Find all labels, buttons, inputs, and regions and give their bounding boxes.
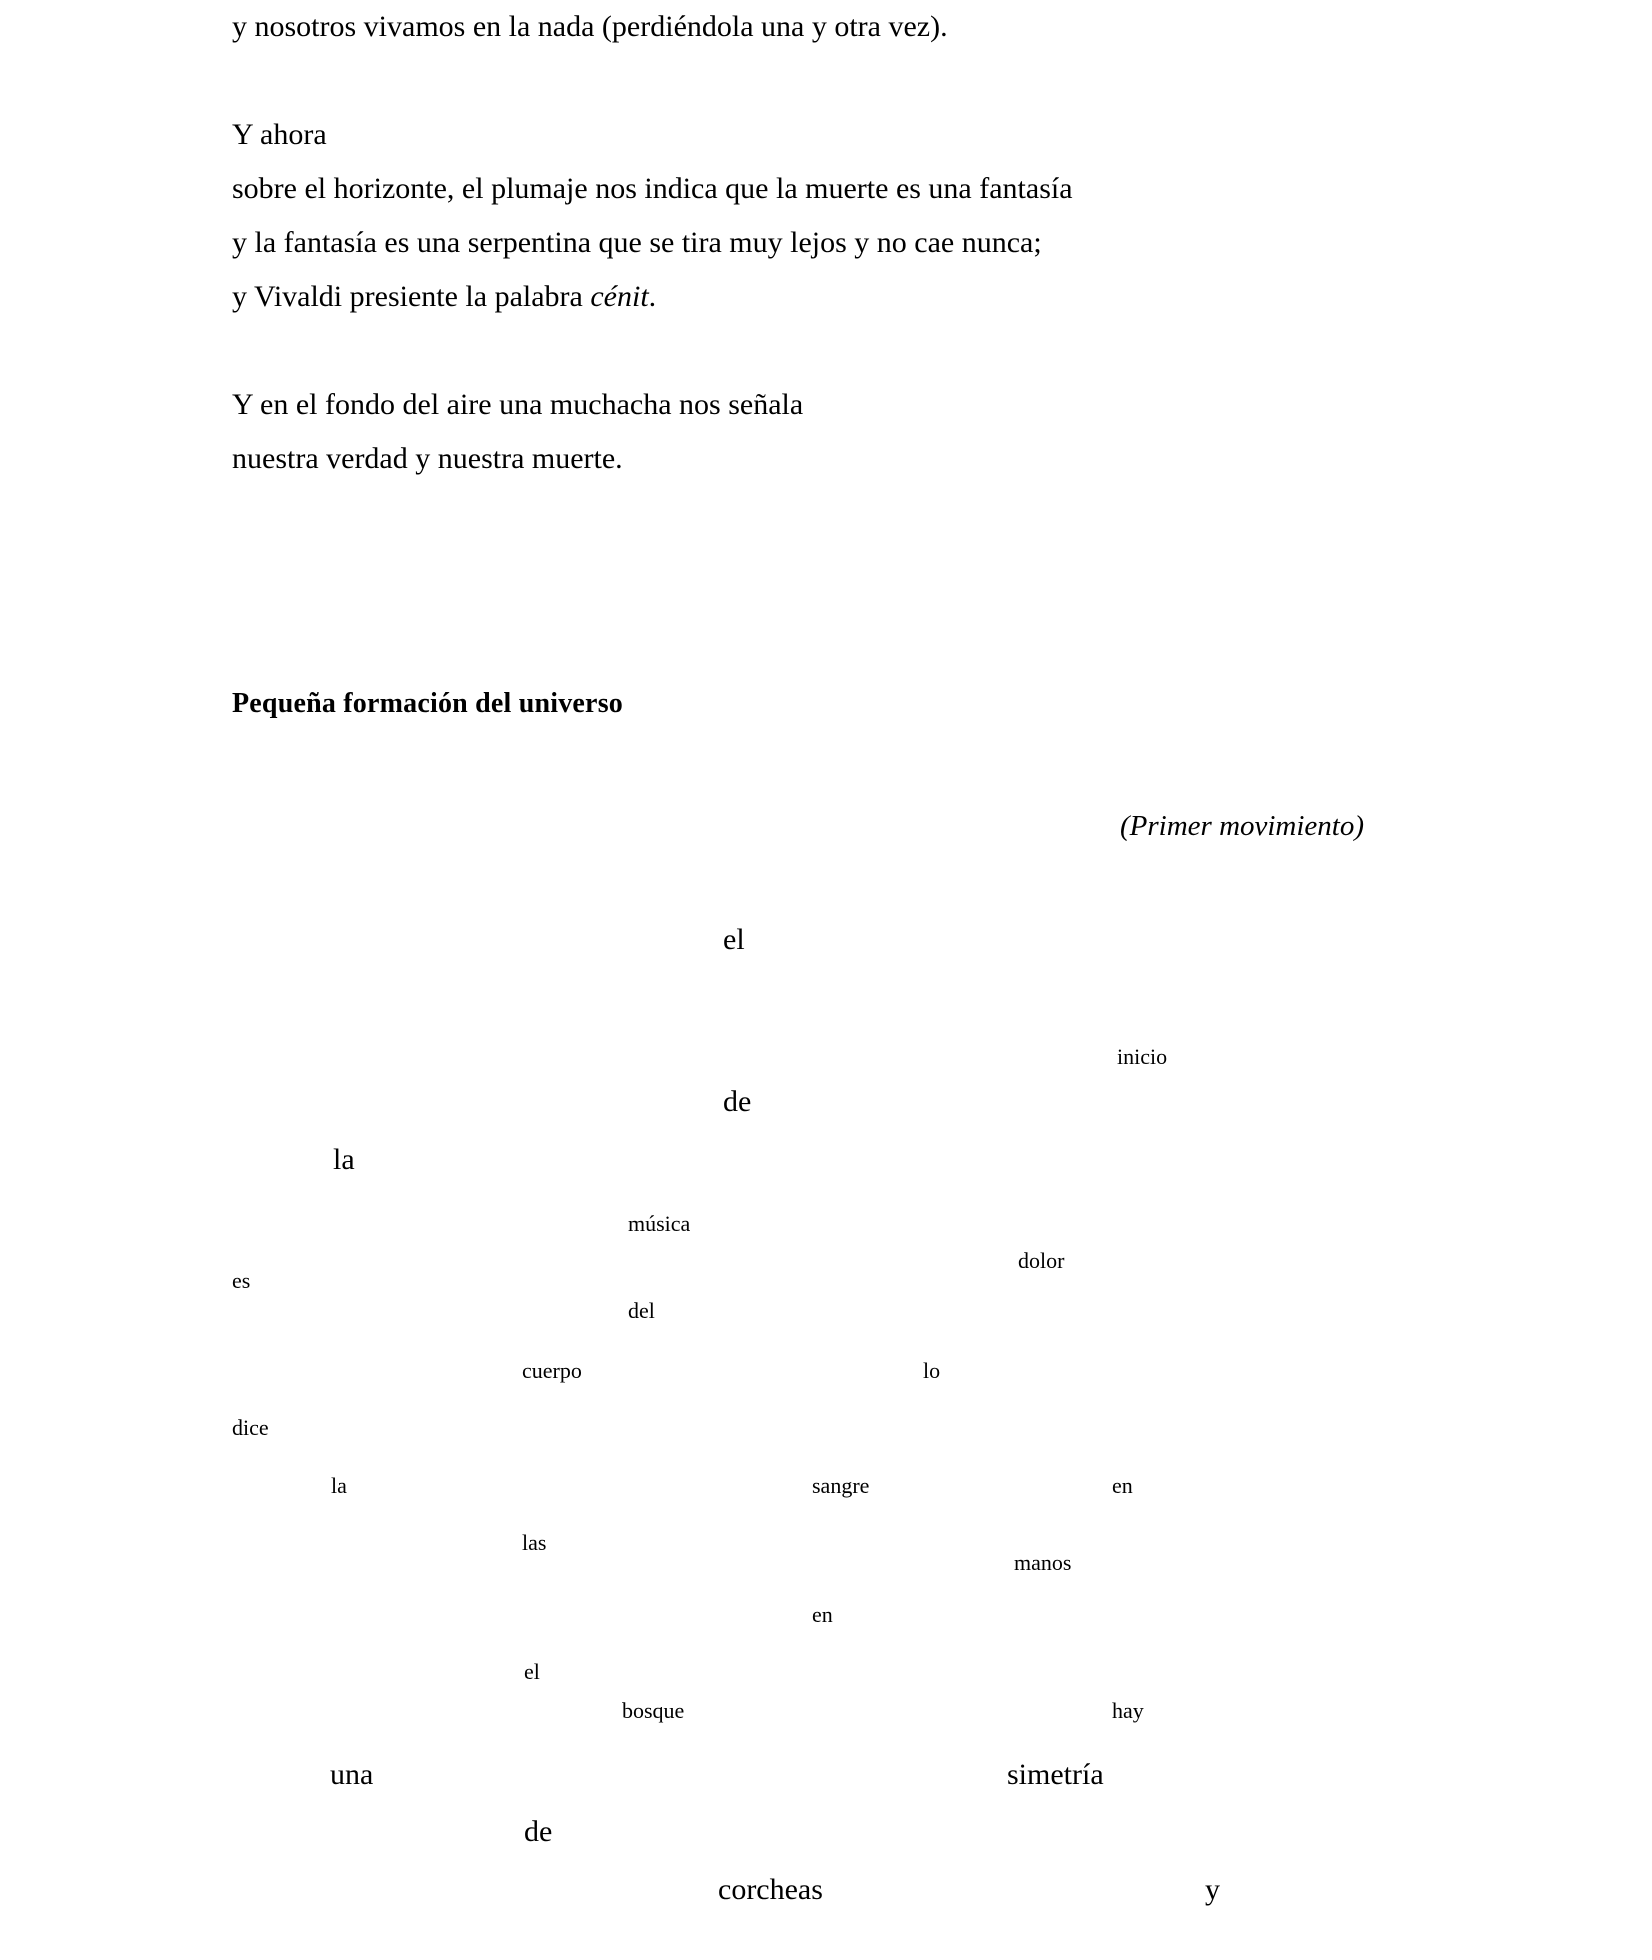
scattered-word: dolor xyxy=(1018,1248,1065,1273)
verse-line: y nosotros vivamos en la nada (perdiéndola una y otra vez). xyxy=(232,10,948,43)
scattered-word: cuerpo xyxy=(522,1358,582,1383)
verse-line: Y ahora xyxy=(232,118,327,151)
scattered-word: en xyxy=(1112,1473,1133,1498)
scattered-word: la xyxy=(331,1473,347,1498)
scattered-word: es xyxy=(232,1268,251,1293)
verse-line: nuestra verdad y nuestra muerte. xyxy=(232,442,623,475)
scattered-word: lo xyxy=(923,1358,941,1383)
scattered-word: de xyxy=(723,1085,752,1118)
scattered-word: dice xyxy=(232,1415,269,1440)
scattered-word: una xyxy=(330,1758,374,1791)
scattered-word: hay xyxy=(1112,1698,1144,1723)
verse-text-tail: . xyxy=(648,280,657,313)
scattered-word: bosque xyxy=(622,1698,685,1723)
scattered-word: y xyxy=(1205,1873,1220,1906)
verse-line: Y en el fondo del aire una muchacha nos señala xyxy=(232,388,804,421)
scattered-word: de xyxy=(524,1815,553,1848)
scattered-word: las xyxy=(522,1530,547,1555)
scattered-word: inicio xyxy=(1117,1044,1168,1069)
movement-note: (Primer movimiento) xyxy=(1120,810,1365,842)
scattered-word: la xyxy=(333,1143,355,1176)
verse-text: y Vivaldi presiente la palabra xyxy=(232,280,591,313)
section-title: Pequeña formación del universo xyxy=(232,688,623,719)
scattered-word: manos xyxy=(1014,1550,1072,1575)
scattered-word: música xyxy=(628,1211,691,1236)
scattered-word: el xyxy=(524,1659,540,1684)
emphasized-word: cénit xyxy=(590,280,649,313)
scattered-word: el xyxy=(723,923,745,956)
scattered-word: corcheas xyxy=(718,1873,823,1906)
scattered-word: en xyxy=(812,1602,833,1627)
verse-line: y la fantasía es una serpentina que se tira muy lejos y no cae nunca; xyxy=(232,226,1042,259)
scattered-word: del xyxy=(628,1298,655,1323)
verse-line: sobre el horizonte, el plumaje nos indica que la muerte es una fantasía xyxy=(232,172,1073,205)
scattered-word: sangre xyxy=(812,1473,870,1498)
scattered-word: simetría xyxy=(1007,1758,1104,1791)
